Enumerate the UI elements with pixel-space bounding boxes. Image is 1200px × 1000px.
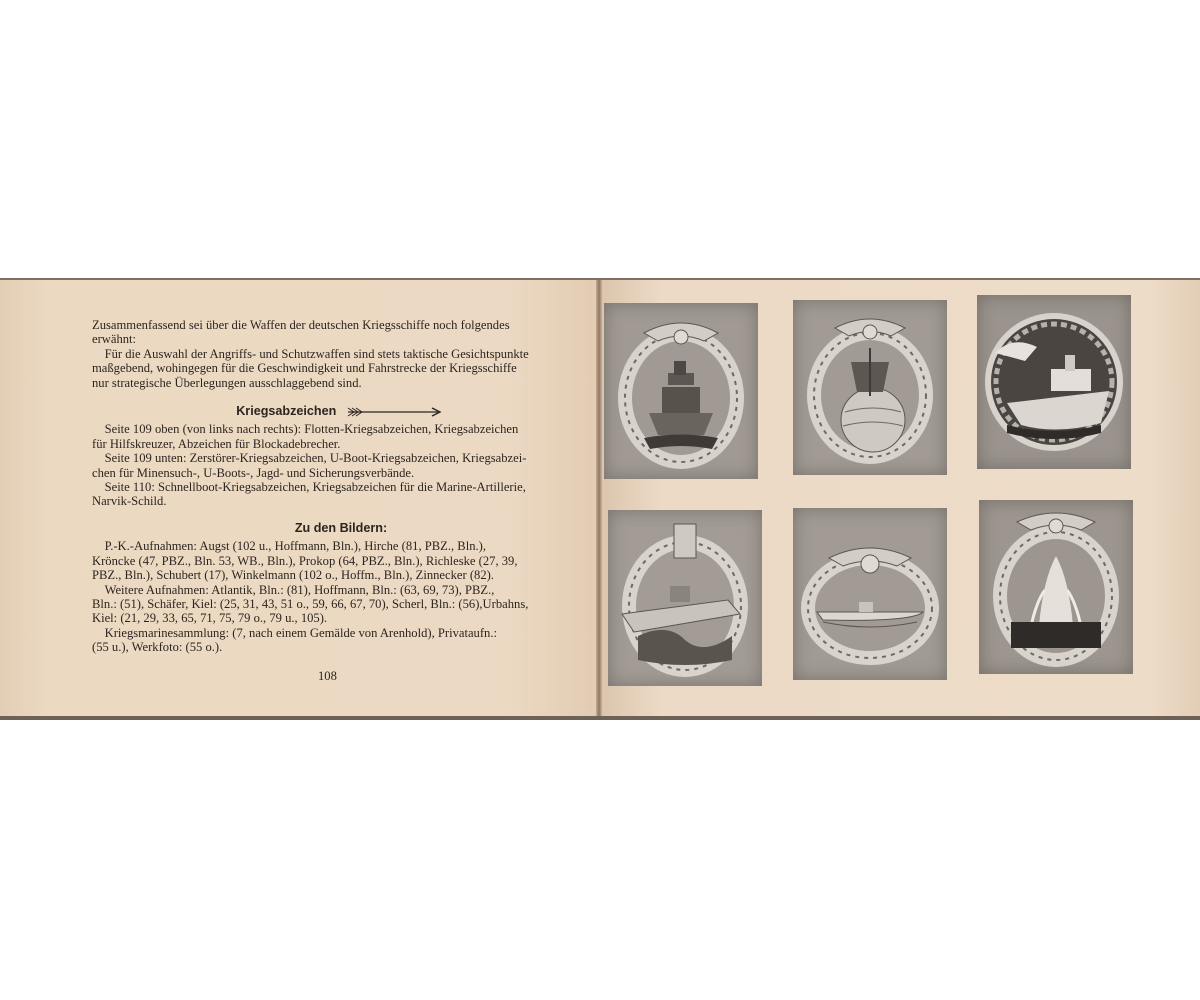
fleet-badge-photo — [604, 303, 758, 479]
auxiliary-cruiser-badge-icon — [793, 300, 947, 475]
blockade-runner-badge-photo — [977, 295, 1131, 469]
text-line: Weitere Aufnahmen: Atlantik, Bln.: (81), Hoffmann, Bln.: (63, 69, 73), PBZ., — [104, 582, 495, 597]
intro-paragraph — [92, 318, 590, 347]
heading-kriegsabzeichen — [92, 404, 590, 418]
text-line: PBZ., Bln.), Schubert (17), Winkelmann (102 o., Hoffm., Bln.), Zinnecker (82). — [92, 568, 494, 583]
collection-credits-paragraph — [92, 626, 590, 655]
text-line: Kiel: (21, 29, 33, 65, 71, 75, 79 o., 79 u., 105). — [92, 611, 328, 626]
text-line: Zusammenfassend sei über die Waffen der deutschen Kriegsschiffe noch folgendes — [92, 318, 510, 332]
text-line: erwähnt: — [92, 332, 137, 347]
destroyer-badge-photo — [608, 510, 762, 686]
minesweeper-badge-icon — [979, 500, 1133, 674]
open-book — [0, 278, 1200, 720]
page109-bottom-paragraph — [92, 451, 590, 480]
further-credits-paragraph — [92, 583, 590, 626]
u-boat-badge-photo — [793, 508, 947, 680]
auxiliary-cruiser-badge-photo — [793, 300, 947, 475]
text-line: nur strategische Überlegungen ausschlaggebend sind. — [92, 375, 362, 390]
text-line: chen für Minensuch-, U-Boots-, Jagd- und Sicherungsverbände. — [92, 465, 415, 480]
minesweeper-badge-photo — [979, 500, 1133, 674]
text-line: Kröncke (47, PBZ., Bln. 53, WB., Bln.), Prokop (64, PBZ., Bln.), Richleske (27, 39, — [92, 553, 518, 568]
arrow-icon — [346, 406, 446, 418]
heading-zu-den-bildern — [92, 521, 590, 535]
u-boat-badge-icon — [793, 508, 947, 680]
page110-paragraph — [92, 480, 590, 509]
destroyer-badge-icon — [608, 510, 762, 686]
left-page-text — [92, 318, 590, 655]
text-line: Narvik-Schild. — [92, 494, 167, 509]
text-line: P.-K.-Aufnahmen: Augst (102 u., Hoffmann, Bln.), Hirche (81, PBZ., Bln.), — [104, 539, 486, 554]
pk-credits-paragraph — [92, 539, 590, 582]
tactics-paragraph — [92, 347, 590, 390]
text-line: Seite 110: Schnellboot-Kriegsabzeichen, Kriegsabzeichen für die Marine-Artillerie, — [104, 480, 526, 495]
heading-text: Kriegsabzeichen — [236, 404, 337, 419]
fleet-badge-icon — [604, 303, 758, 479]
page109-top-paragraph — [92, 422, 590, 451]
right-page — [602, 280, 1200, 716]
text-line: Kriegsmarinesammlung: (7, nach einem Gemälde von Arenhold), Privataufn.: — [104, 625, 497, 640]
text-line: Bln.: (51), Schäfer, Kiel: (25, 31, 43, 51 o., 59, 66, 67, 70), Scherl, Bln.: (56),Urbahns, — [92, 596, 529, 611]
text-line: (55 u.), Werkfoto: (55 o.). — [92, 640, 223, 655]
text-line: Für die Auswahl der Angriffs- und Schutzwaffen sind stets taktische Gesichtspunkte — [104, 346, 529, 361]
left-page — [0, 280, 598, 716]
text-line: Seite 109 unten: Zerstörer-Kriegsabzeichen, U-Boot-Kriegsabzeichen, Kriegsabzei- — [104, 451, 527, 466]
text-line: maßgebend, wohingegen für die Geschwindigkeit und Fahrstrecke der Kriegsschiffe — [92, 361, 517, 376]
text-line: für Hilfskreuzer, Abzeichen für Blockadebrecher. — [92, 436, 341, 451]
heading-text: Zu den Bildern: — [294, 520, 388, 535]
page-number: 108 — [318, 669, 337, 683]
blockade-runner-badge-icon — [977, 295, 1131, 469]
text-line: Seite 109 oben (von links nach rechts): Flotten-Kriegsabzeichen, Kriegsabzeichen — [104, 422, 519, 437]
